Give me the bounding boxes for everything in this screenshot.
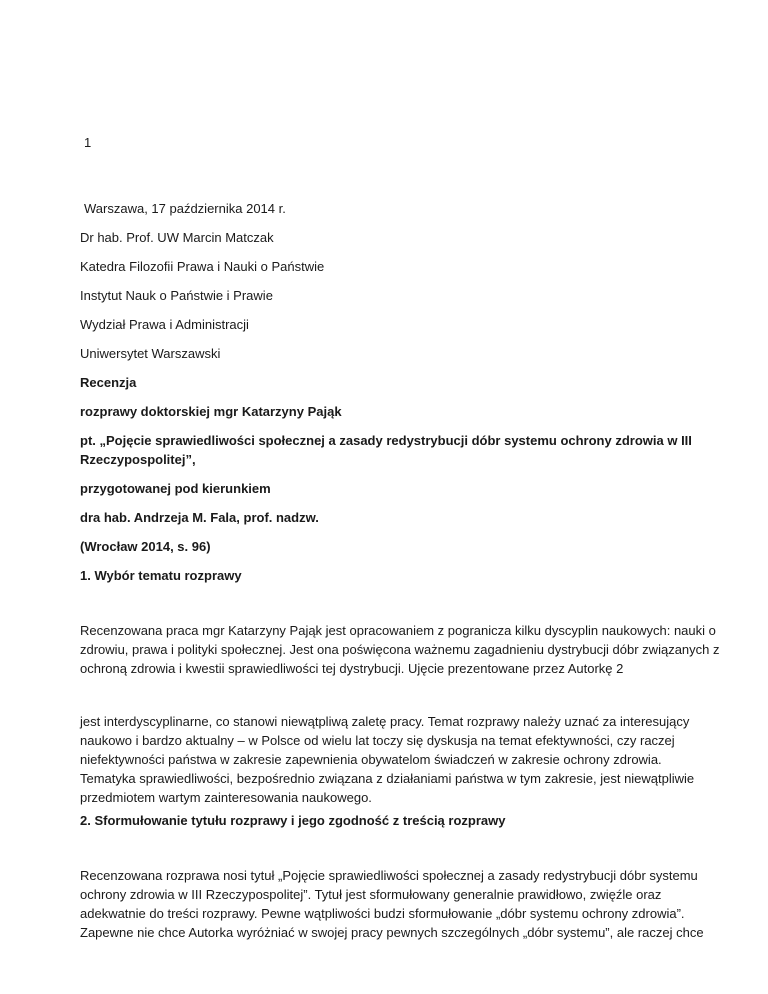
paragraph [80, 866, 704, 942]
paragraph [80, 621, 720, 678]
paragraph-line: niefektywności państwa w zakresie zapewnienia obywatelom świadczeń w zakresie ochrony zdrowia. [80, 752, 662, 767]
paragraph-line: zdrowiu, prawa i polityki społecznej. Jest ona poświęcona ważnemu zagadnieniu dystrybucji dóbr związanych z [80, 642, 720, 657]
dissertation-title-line: Rzeczypospolitej”, [80, 452, 196, 467]
review-subject: rozprawy doktorskiej mgr Katarzyny Pająk [80, 404, 342, 419]
supervisor-line: dra hab. Andrzeja M. Fala, prof. nadzw. [80, 510, 319, 525]
page-number: 1 [84, 135, 92, 150]
author-line: Dr hab. Prof. UW Marcin Matczak [80, 230, 274, 245]
paragraph-line: ochrony zdrowia w III Rzeczypospolitej”. Tytuł jest sformułowany generalnie prawidłowo, zwięźle oraz [80, 887, 662, 902]
paragraph-line: przedmiotem wartym zainteresowania naukowego. [80, 790, 372, 805]
paragraph-line: ochroną zdrowia i kwestii sprawiedliwości tej dystrybucji. Ujęcie prezentowane przez Autorkę 2 [80, 661, 624, 676]
paragraph-line: jest interdyscyplinarne, co stanowi niewątpliwą zaletę pracy. Temat rozprawy należy uznać za interesujący [80, 714, 690, 729]
paragraph-line: naukowo i bardzo aktualny – w Polsce od wielu lat toczy się dyskusja na temat efektywności, czy raczej [80, 733, 675, 748]
publication-line: (Wrocław 2014, s. 96) [80, 539, 211, 554]
paragraph-line: adekwatnie do treści rozprawy. Pewne wątpliwości budzi sformułowanie „dóbr systemu ochrony zdrowia”. [80, 906, 685, 921]
place-date: Warszawa, 17 października 2014 r. [84, 201, 286, 216]
section-heading: 1. Wybór tematu rozprawy [80, 568, 242, 583]
paragraph-line: Recenzowana rozprawa nosi tytuł „Pojęcie sprawiedliwości społecznej a zasady redystrybucji dóbr systemu [80, 868, 698, 883]
affiliation-university: Uniwersytet Warszawski [80, 346, 221, 361]
paragraph-line: Recenzowana praca mgr Katarzyny Pająk jest opracowaniem z pogranicza kilku dyscyplin naukowych: nauki o [80, 623, 716, 638]
supervision-line: przygotowanej pod kierunkiem [80, 481, 271, 496]
paragraph-line: Zapewne nie chce Autorka wyróżniać w swojej pracy pewnych szczególnych „dóbr systemu”, ale raczej chce [80, 925, 704, 940]
affiliation-institute: Instytut Nauk o Państwie i Prawie [80, 288, 273, 303]
paragraph [80, 712, 700, 807]
review-heading: Recenzja [80, 375, 137, 390]
affiliation-department: Katedra Filozofii Prawa i Nauki o Państwie [80, 259, 325, 274]
dissertation-title [80, 431, 700, 469]
dissertation-title-line: pt. „Pojęcie sprawiedliwości społecznej a zasady redystrybucji dóbr systemu ochrony zdrowia w III [80, 433, 692, 448]
paragraph-line: Tematyka sprawiedliwości, bezpośrednio związana z działaniami państwa w tym zakresie, jest niewątpliwie [80, 771, 695, 786]
affiliation-faculty: Wydział Prawa i Administracji [80, 317, 249, 332]
section-heading: 2. Sformułowanie tytułu rozprawy i jego zgodność z treścią rozprawy [80, 813, 506, 828]
